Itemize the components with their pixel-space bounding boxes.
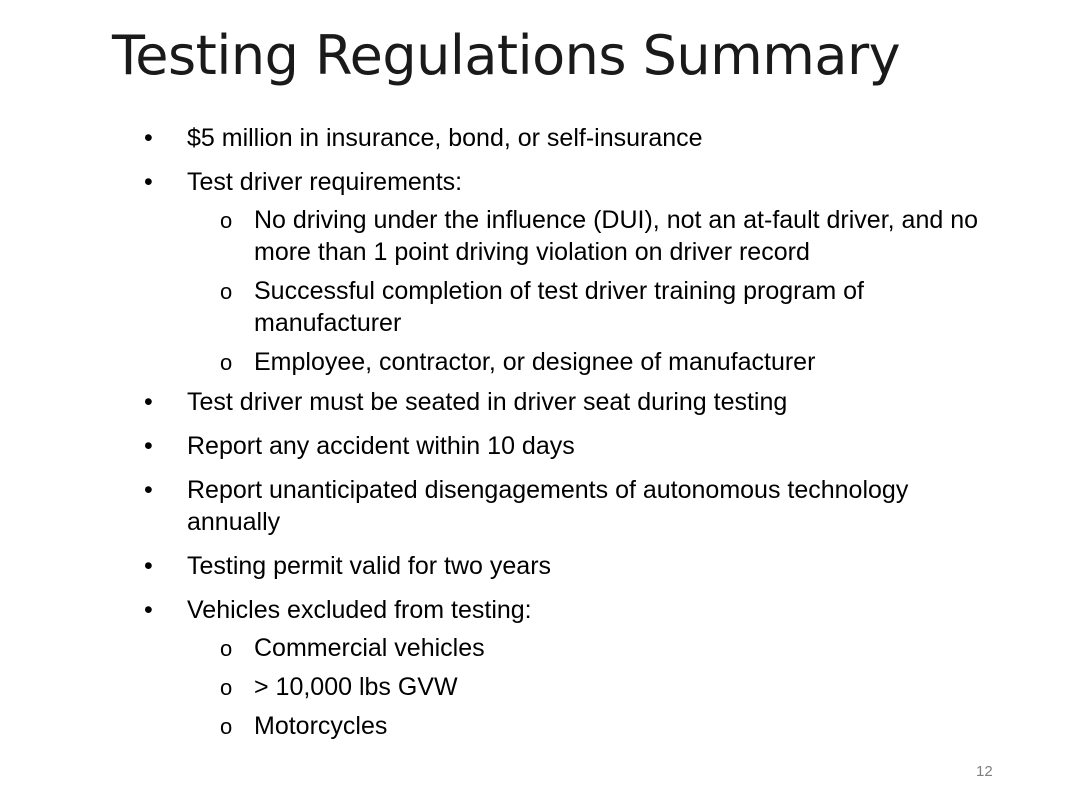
bullet-text: Testing permit valid for two years: [187, 552, 552, 580]
bullet-text: Report unanticipated disengagements of autonomous technology annually: [187, 476, 909, 536]
sub-marker: o: [220, 636, 233, 661]
sub-list: [187, 632, 1000, 742]
sub-item: [140, 204, 1000, 268]
sub-marker: o: [220, 675, 233, 700]
sub-list: [187, 204, 1000, 378]
sub-item: [140, 275, 1000, 339]
sub-text: Commercial vehicles: [254, 634, 485, 662]
bullet-marker: •: [144, 124, 153, 152]
sub-text: Employee, contractor, or designee of manufacturer: [254, 348, 816, 376]
sub-item: [140, 671, 1000, 703]
bullet-marker: •: [144, 476, 153, 504]
sub-item: [140, 346, 1000, 378]
bullet-text: Test driver requirements:: [187, 168, 463, 196]
bullet-marker: •: [144, 596, 153, 624]
bullet-text: $5 million in insurance, bond, or self-insurance: [187, 124, 703, 152]
sub-marker: o: [220, 714, 233, 739]
bullet-marker: •: [144, 552, 153, 580]
bullet-item: [140, 474, 1000, 538]
sub-text: > 10,000 lbs GVW: [254, 673, 458, 701]
bullet-item: [140, 386, 1000, 418]
bullet-list: [140, 122, 1000, 750]
bullet-text: Vehicles excluded from testing:: [187, 596, 532, 624]
bullet-item: [140, 594, 1000, 742]
sub-text: Successful completion of test driver training program of manufacturer: [254, 277, 864, 337]
bullet-item: [140, 122, 1000, 154]
page-number: 12: [976, 763, 993, 780]
bullet-text: Report any accident within 10 days: [187, 432, 575, 460]
sub-marker: o: [220, 350, 233, 375]
sub-item: [140, 710, 1000, 742]
sub-text: No driving under the influence (DUI), not an at-fault driver, and no more than 1 point driving violation on driver record: [254, 206, 979, 266]
bullet-marker: •: [144, 388, 153, 416]
bullet-text: Test driver must be seated in driver seat during testing: [187, 388, 788, 416]
sub-marker: o: [220, 208, 233, 233]
slide-title: Testing Regulations Summary: [112, 24, 901, 87]
sub-item: [140, 632, 1000, 664]
bullet-marker: •: [144, 168, 153, 196]
bullet-item: [140, 166, 1000, 378]
sub-marker: o: [220, 279, 233, 304]
bullet-item: [140, 430, 1000, 462]
bullet-marker: •: [144, 432, 153, 460]
sub-text: Motorcycles: [254, 712, 388, 740]
bullet-item: [140, 550, 1000, 582]
